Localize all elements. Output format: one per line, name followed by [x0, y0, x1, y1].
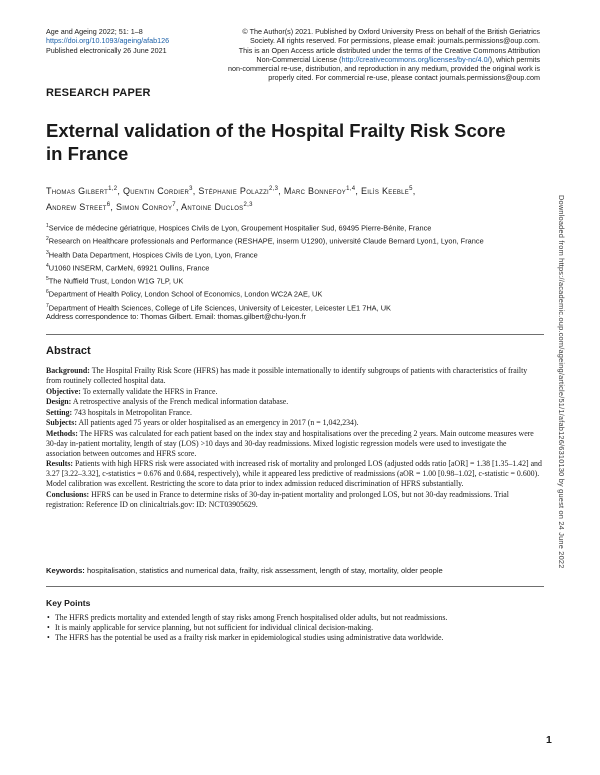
- license-line: properly cited. For commercial re-use, please contact journals.permissions@oup.com: [268, 73, 540, 83]
- abstract-text: To externally validate the HFRS in France.: [82, 386, 218, 396]
- author-name: Simon Conroy: [116, 201, 173, 212]
- author-name: Thomas Gilbert: [46, 186, 109, 196]
- copyright-line: This is an Open Access article distributed under the terms of the Creative Commons Attribution: [238, 45, 540, 55]
- affiliation-text: Department of Health Policy, London School of Economics, London WC2A 2AE, UK: [48, 289, 323, 299]
- affiliation-text: U1060 INSERM, CarMeN, 69921 Oullins, France: [48, 263, 210, 273]
- abstract-body: [46, 366, 542, 510]
- affiliation-number: 1: [46, 223, 49, 229]
- abstract-paragraph: [46, 408, 542, 418]
- abstract-label: Setting:: [46, 407, 73, 417]
- affiliation-item: [46, 287, 546, 300]
- published-date: Published electronically 26 June 2021: [46, 45, 167, 55]
- author-affiliation-ref: 1,4: [346, 186, 356, 192]
- license-line: non-commercial re-use, distribution, and reproduction in any medium, provided the original work is: [227, 64, 540, 74]
- abstract-text: The HFRS was calculated for each patient based on the index stay and hospitalisations over the preceding 2 years. Main outcome measures were 30-day in-patient mortality, length of stay (LOS) >10 days and 30-day readmissions. Mixed logistic regression models were used to investigate the association between outcomes and HFRS score.: [46, 428, 534, 458]
- affiliation-number: 3: [46, 249, 49, 256]
- abstract-label: Objective:: [46, 386, 81, 396]
- abstract-text: 743 hospitals in Metropolitan France.: [74, 407, 192, 417]
- license-line: [196, 55, 540, 64]
- abstract-label: Design:: [46, 397, 72, 407]
- author-affiliation-ref: 1,2: [108, 186, 118, 192]
- affiliation-number: 4: [46, 262, 49, 269]
- key-points-list: [46, 613, 546, 643]
- author-name: Eilìs Keeble: [360, 186, 410, 196]
- section-label: RESEARCH PAPER: [46, 87, 151, 99]
- affiliation-number: 6: [46, 289, 49, 296]
- abstract-paragraph: [46, 397, 542, 407]
- affiliation-item: [46, 274, 546, 287]
- keywords-text: hospitalisation, statistics and numerical data, frailty, risk assessment, length of stay, mortality, older people: [86, 566, 443, 575]
- affiliation-item: [46, 221, 546, 234]
- copyright-line: © The Author(s) 2021. Published by Oxford University Press on behalf of the British Geriatrics: [242, 27, 540, 36]
- author-name: Andrew Street: [46, 201, 107, 212]
- affiliation-item: [46, 234, 546, 247]
- abstract-label: Conclusions:: [46, 489, 90, 499]
- author-affiliation-ref: 5: [409, 186, 413, 192]
- affiliation-text: Department of Health Sciences, College of Life Sciences, University of Leicester, Leicester LE1 7HA, UK: [48, 303, 391, 313]
- affiliation-number: 7: [46, 302, 49, 309]
- copyright-line: Society. All rights reserved. For permissions, please email: journals.permissions@oup.com.: [250, 36, 540, 46]
- affiliation-number: 5: [46, 276, 49, 283]
- author-list: Thomas Gilbert$^{1,2}$, Quentin Cordier$^3$, Stéphanie Polazzi$^{2,3}$, Marc Bonnefoy$^{1,4}$, Eilìs Keeble$^5$, Andrew Street$^6$, Simon Conroy$^7$, Antoine Duclos$^{2,3}$: [46, 186, 416, 212]
- author-name: Stéphanie Polazzi: [198, 186, 270, 196]
- author-name: Antoine Duclos: [181, 201, 244, 212]
- section-divider: [46, 586, 544, 587]
- affiliation-list: [46, 221, 546, 314]
- key-points-heading: Key Points: [46, 598, 91, 608]
- license-prefix: Non-Commercial License (: [256, 54, 342, 64]
- author-affiliation-ref: 6: [106, 201, 111, 208]
- author-affiliation-ref: 2,3: [269, 186, 279, 192]
- author-affiliation-ref: 7: [172, 201, 176, 208]
- abstract-text: HFRS can be used in France to determine risks of 30-day in-patient mortality and prolonged LOS, but not 30-day readmissions. Trial registration: Reference ID on clinicaltrials.gov: ID: NCT03905629.: [46, 489, 509, 509]
- page-number: 1: [546, 734, 552, 746]
- abstract-text: All patients aged 75 years or older hospitalised as an emergency in 2017 (n = 1,042,234).: [78, 418, 359, 428]
- abstract-label: Results:: [46, 459, 74, 469]
- abstract-text: A retrospective analysis of the French medical information database.: [72, 397, 289, 407]
- key-point-item: • The HFRS predicts mortality and extended length of stay risks among French hospitalised older adults, but not readmissions.: [46, 613, 546, 623]
- article-title: External validation of the Hospital Frailty Risk Score in France: [46, 120, 506, 164]
- abstract-paragraph: [46, 490, 542, 510]
- abstract-paragraph: [46, 459, 542, 489]
- abstract-paragraph: [46, 366, 542, 386]
- affiliation-item: [46, 248, 546, 261]
- abstract-label: Methods:: [46, 428, 78, 438]
- license-link[interactable]: http://creativecommons.org/licenses/by-nc/4.0/: [341, 54, 490, 64]
- abstract-label: Background:: [46, 366, 90, 375]
- affiliation-item: [46, 261, 546, 274]
- abstract-paragraph: [46, 387, 542, 397]
- affiliation-text: Research on Healthcare professionals and Performance (RESHAPE, inserm U1290), université Claude Bernard Lyon1, Lyon, France: [48, 236, 484, 246]
- copyright-notice: [196, 27, 540, 83]
- download-watermark: Downloaded from https://academic.oup.com/ageing/article/51/1/afab126/6310130 by guest on 24 June 2022: [557, 195, 566, 569]
- author-affiliation-ref: 3: [189, 186, 193, 192]
- journal-citation: Age and Ageing 2022; 51: 1–8: [46, 27, 143, 36]
- abstract-text: The Hospital Frailty Risk Score (HFRS) has made it possible internationally to identify subgroups of patients with characteristics of frailty from routinely collected hospital data.: [46, 366, 528, 386]
- section-divider: [46, 334, 544, 335]
- doi-link[interactable]: https://doi.org/10.1093/ageing/afab126: [46, 36, 170, 46]
- keywords: [46, 566, 546, 576]
- author-name: Quentin Cordier: [122, 186, 190, 196]
- affiliation-text: Service de médecine gériatrique, Hospices Civils de Lyon, Groupement Hospitalier Sud, 69495 Pierre-Bénite, France: [48, 223, 432, 233]
- affiliation-number: 2: [46, 236, 49, 243]
- key-point-item: • The HFRS has the potential be used as a frailty risk marker in epidemiological studies using administrative data worldwide.: [46, 633, 546, 643]
- abstract-paragraph: [46, 418, 542, 428]
- author-affiliation-ref: 2,3: [243, 201, 253, 208]
- abstract-heading: Abstract: [46, 345, 91, 357]
- affiliation-text: Health Data Department, Hospices Civils de Lyon, Lyon, France: [48, 250, 258, 259]
- affiliation-text: The Nuffield Trust, London W1G 7LP, UK: [48, 276, 184, 286]
- abstract-text: Patients with high HFRS risk were associated with increased risk of mortality and prolonged LOS (adjusted odds ratio [aOR] = 1.38 [1.35–1.42] and 3.27 [3.22–3.32], c-statistics = 0.676 and 0.684, respectively), while it appeared less predictive of readmissions (aOR = 1.00 [0.98–1.02], c-statistic = 0.600). Model calibration was excellent. Restricting the score to data prior to index admission reduced discrimination of HFRS substantially.: [46, 459, 542, 489]
- author-name: Marc Bonnefoy: [283, 186, 347, 196]
- key-point-item: • It is mainly applicable for service planning, but not sufficient for individual clinical decision-making.: [46, 623, 546, 633]
- keywords-label: Keywords:: [46, 566, 85, 575]
- license-suffix: ), which permits: [489, 54, 540, 64]
- correspondence-address: Address correspondence to: Thomas Gilbert. Email: thomas.gilbert@chu-lyon.fr: [46, 312, 306, 321]
- abstract-label: Subjects:: [46, 418, 77, 428]
- abstract-paragraph: [46, 429, 542, 459]
